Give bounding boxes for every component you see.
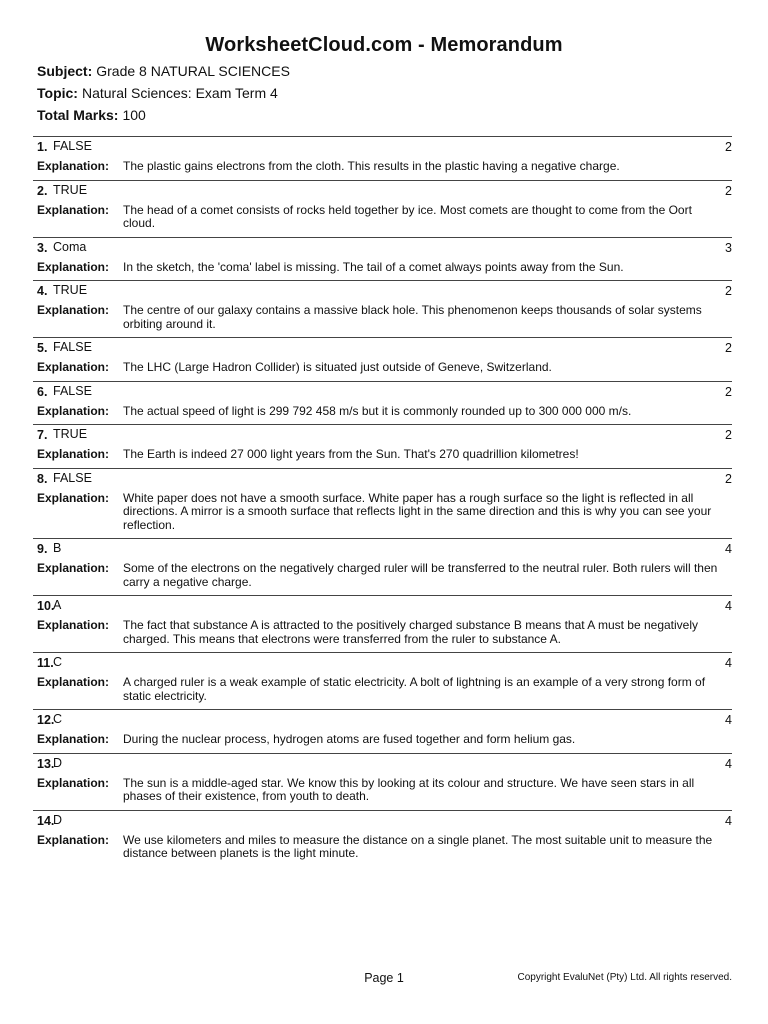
question-item	[33, 538, 732, 595]
page-number: Page 1	[364, 971, 404, 985]
explanation-label: Explanation:	[37, 159, 110, 173]
explanation-row	[33, 490, 732, 539]
explanation-text: The plastic gains electrons from the cloth. This results in the plastic having a negative charge.	[123, 159, 620, 173]
question-marks: 4	[725, 656, 732, 670]
question-number: 5.	[37, 341, 48, 355]
explanation-text: The head of a comet consists of rocks held together by ice. Most comets are thought to come from the Oort cloud.	[123, 202, 692, 230]
question-number: 3.	[37, 240, 48, 255]
question-marks: 2	[725, 341, 732, 355]
explanation-text: The Earth is indeed 27 000 light years from the Sun. That's 270 quadrillion kilometres!	[123, 447, 579, 461]
question-header	[33, 711, 732, 731]
question-answer: FALSE	[53, 139, 92, 153]
question-answer: TRUE	[53, 283, 88, 297]
question-number: 10.	[37, 599, 55, 613]
subject-label: Subject:	[37, 63, 93, 79]
question-item	[33, 595, 732, 652]
question-header	[33, 426, 732, 446]
total-marks-row	[37, 107, 146, 123]
explanation-text: Some of the electrons on the negatively charged ruler will be transferred to the neutral ruler. Both rulers will then carry a negative charge.	[123, 561, 718, 589]
question-marks: 2	[725, 384, 732, 399]
question-header	[33, 282, 732, 302]
question-header	[33, 383, 732, 403]
question-item	[33, 709, 732, 753]
explanation-text: The fact that substance A is attracted to the positively charged substance B means that A must be negatively charged. This means that electrons were transferred from the ruler to substance A.	[123, 618, 699, 646]
explanation-row	[33, 359, 732, 381]
question-number: 2.	[37, 183, 48, 198]
question-item	[33, 337, 732, 381]
explanation-label: Explanation:	[37, 561, 110, 575]
question-answer: TRUE	[53, 182, 88, 197]
question-item	[33, 180, 732, 237]
question-header	[33, 597, 732, 617]
question-answer: TRUE	[53, 427, 88, 441]
explanation-label: Explanation:	[37, 775, 110, 790]
explanation-row	[33, 259, 732, 281]
question-marks: 4	[725, 599, 732, 613]
question-number: 11.	[37, 656, 54, 670]
explanation-text: White paper does not have a smooth surface. White paper has a rough surface so the light is reflected in all directions. A mirror is a smooth surface that reflects light in the same direction and this is why you can see your reflection.	[123, 490, 712, 532]
question-answer: B	[53, 541, 62, 555]
explanation-label: Explanation:	[37, 490, 110, 505]
question-number: 12.	[37, 713, 55, 727]
total-marks-value: 100	[122, 107, 146, 123]
question-header	[33, 138, 732, 158]
question-answer: C	[53, 712, 63, 726]
explanation-label: Explanation:	[37, 732, 110, 746]
explanation-text: During the nuclear process, hydrogen atoms are fused together and form helium gas.	[123, 732, 576, 746]
question-header	[33, 812, 732, 832]
explanation-label: Explanation:	[37, 202, 110, 217]
question-number: 8.	[37, 471, 48, 486]
question-item	[33, 237, 732, 281]
question-number: 7.	[37, 428, 48, 442]
subject-value: Grade 8 NATURAL SCIENCES	[96, 63, 290, 79]
explanation-row	[33, 731, 732, 753]
explanation-label: Explanation:	[37, 303, 110, 317]
question-answer: A	[53, 598, 62, 612]
copyright-notice: Copyright EvaluNet (Pty) Ltd. All rights reserved.	[517, 972, 732, 983]
question-item	[33, 381, 732, 425]
question-item	[33, 424, 732, 468]
question-marks: 4	[725, 756, 732, 771]
question-header	[33, 239, 732, 259]
question-number: 1.	[37, 140, 48, 154]
explanation-row	[33, 202, 732, 237]
explanation-row	[33, 302, 732, 337]
question-answer: FALSE	[53, 383, 92, 398]
question-list	[33, 136, 732, 867]
question-header	[33, 339, 732, 359]
explanation-row	[33, 832, 732, 867]
explanation-label: Explanation:	[37, 447, 110, 461]
question-header	[33, 540, 732, 560]
question-number: 6.	[37, 384, 48, 399]
question-number: 9.	[37, 542, 48, 556]
question-marks: 4	[725, 542, 732, 556]
explanation-text: The centre of our galaxy contains a massive black hole. This phenomenon keeps thousands of solar systems orbiting around it.	[123, 303, 702, 331]
question-marks: 2	[725, 284, 732, 298]
explanation-label: Explanation:	[37, 259, 110, 274]
explanation-label: Explanation:	[37, 832, 110, 847]
question-marks: 2	[725, 471, 732, 486]
explanation-row	[33, 674, 732, 709]
question-answer: D	[53, 812, 63, 827]
question-header	[33, 182, 732, 202]
explanation-row	[33, 158, 732, 180]
topic-value: Natural Sciences: Exam Term 4	[81, 85, 278, 101]
question-marks: 2	[725, 183, 732, 198]
question-number: 13.	[37, 756, 55, 771]
question-marks: 4	[725, 713, 732, 727]
topic-label: Topic:	[37, 85, 78, 101]
question-marks: 4	[725, 813, 732, 828]
question-header	[33, 470, 732, 490]
explanation-row	[33, 775, 732, 810]
subject-row	[37, 63, 290, 79]
question-item	[33, 652, 732, 709]
explanation-label: Explanation:	[37, 403, 110, 418]
explanation-row	[33, 446, 732, 468]
question-number: 4.	[37, 284, 48, 298]
question-answer: FALSE	[53, 470, 92, 485]
question-item	[33, 468, 732, 539]
question-answer: Coma	[53, 239, 87, 254]
question-answer: FALSE	[53, 340, 92, 354]
question-answer: D	[53, 755, 63, 770]
question-marks: 2	[725, 428, 732, 442]
question-marks: 3	[725, 240, 732, 255]
explanation-row	[33, 560, 732, 595]
explanation-text: The sun is a middle-aged star. We know this by looking at its colour and structure. We have seen stars in all phases of their existence, from youth to death.	[123, 775, 695, 803]
explanation-text: In the sketch, the 'coma' label is missing. The tail of a comet always points away from the Sun.	[123, 259, 624, 274]
explanation-label: Explanation:	[37, 618, 110, 632]
total-marks-label: Total Marks:	[37, 107, 119, 123]
page-title: WorksheetCloud.com - Memorandum	[205, 34, 563, 56]
explanation-label: Explanation:	[37, 675, 110, 689]
question-item	[33, 810, 732, 867]
explanation-text: The LHC (Large Hadron Collider) is situated just outside of Geneve, Switzerland.	[123, 360, 552, 374]
question-answer: C	[53, 655, 63, 669]
topic-row	[37, 85, 278, 101]
explanation-row	[33, 617, 732, 652]
explanation-label: Explanation:	[37, 360, 110, 374]
question-item	[33, 753, 732, 810]
question-marks: 2	[725, 140, 732, 154]
question-number: 14.	[37, 813, 55, 828]
question-item	[33, 280, 732, 337]
explanation-text: We use kilometers and miles to measure the distance on a single planet. The most suitable unit to measure the distance between planets is the light minute.	[123, 832, 713, 860]
question-item	[33, 136, 732, 180]
question-header	[33, 755, 732, 775]
explanation-text: The actual speed of light is 299 792 458 m/s but it is commonly rounded up to 300 000 000 m/s.	[123, 403, 632, 418]
explanation-text: A charged ruler is a weak example of static electricity. A bolt of lightning is an example of a very strong form of static electricity.	[123, 675, 706, 703]
question-header	[33, 654, 732, 674]
explanation-row	[33, 403, 732, 425]
